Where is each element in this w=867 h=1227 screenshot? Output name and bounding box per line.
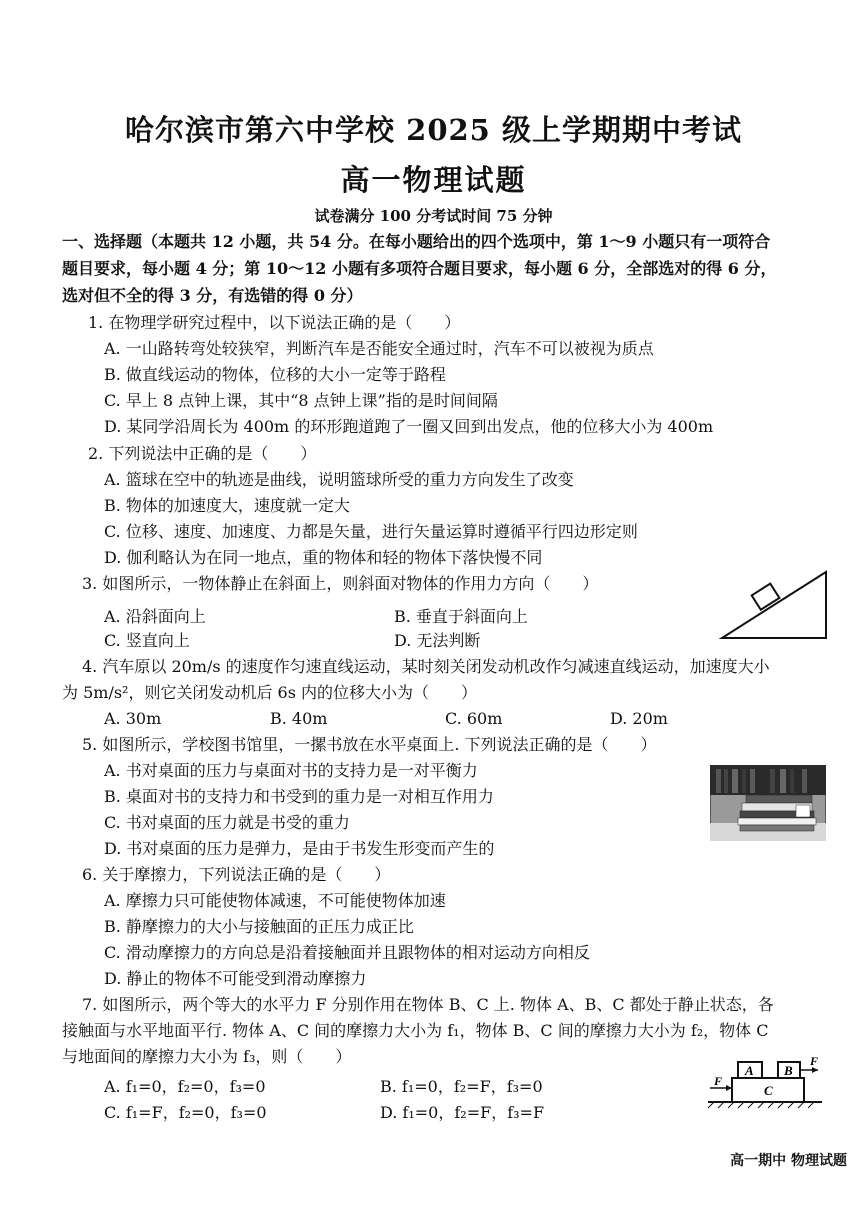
q5-stem: 5. 如图所示，学校图书馆里，一摞书放在水平桌面上. 下列说法正确的是（ ） [82,735,657,754]
q7-stem-line1: 7. 如图所示，两个等大的水平力 F 分别作用在物体 B、C 上. 物体 A、B、C 都处于静止状态，各 [82,995,774,1014]
blocks-figure [706,1052,824,1110]
q6-option-a: A. 摩擦力只可能使物体减速，不可能使物体加速 [104,891,446,910]
q7-option-b: B. f₁=0，f₂=F，f₃=0 [380,1077,543,1096]
q7-stem-line2: 接触面与水平地面平行. 物体 A、C 间的摩擦力大小为 f₁，物体 B、C 间的摩擦力大小为 f₂，物体 C [62,1021,769,1040]
q4-option-c: C. 60m [445,709,503,728]
q2-option-a: A. 篮球在空中的轨迹是曲线，说明篮球所受的重力方向发生了改变 [104,470,574,489]
q7-option-c: C. f₁=F，f₂=0，f₃=0 [104,1103,267,1122]
q6-stem: 6. 关于摩擦力，下列说法正确的是（ ） [82,865,391,884]
q2-option-c: C. 位移、速度、加速度、力都是矢量，进行矢量运算时遵循平行四边形定则 [104,522,638,541]
q4-option-b: B. 40m [270,709,328,728]
q1-stem: 1. 在物理学研究过程中，以下说法正确的是（ ） [88,313,461,332]
fig-label-b: B [784,1063,793,1078]
q1-option-c: C. 早上 8 点钟上课，其中“8 点钟上课”指的是时间间隔 [104,391,498,410]
q5-option-b: B. 桌面对书的支持力和书受到的重力是一对相互作用力 [104,787,494,806]
fig-label-f-right: F [810,1054,819,1068]
q3-option-c: C. 竖直向上 [104,631,190,650]
q4-option-d: D. 20m [610,709,668,728]
q6-option-b: B. 静摩擦力的大小与接触面的正压力成正比 [104,917,414,936]
books-photo [710,765,826,841]
q1-option-b: B. 做直线运动的物体，位移的大小一定等于路程 [104,365,446,384]
exam-title: 哈尔滨市第六中学校 2025 级上学期期中考试 [125,113,742,147]
exam-info: 试卷满分 100 分考试时间 75 分钟 [314,207,553,225]
q3-option-a: A. 沿斜面向上 [104,607,206,626]
q2-stem: 2. 下列说法中正确的是（ ） [88,444,317,463]
fig-label-a: A [745,1063,754,1078]
fig-label-f-left: F [714,1074,723,1088]
q3-stem: 3. 如图所示，一物体静止在斜面上，则斜面对物体的作用力方向（ ） [82,574,599,593]
section-instructions-line1: 一、选择题（本题共 12 小题，共 54 分。在每小题给出的四个选项中，第 1～9 小题只有一项符合 [62,232,771,251]
q3-option-d: D. 无法判断 [394,631,481,650]
incline-figure [718,568,830,640]
q7-stem-line3: 与地面间的摩擦力大小为 f₃，则（ ） [62,1047,352,1066]
q2-option-b: B. 物体的加速度大，速度就一定大 [104,496,350,515]
q7-option-d: D. f₁=0，f₂=F，f₃=F [380,1103,545,1122]
page-footer: 高一期中 物理试题 [730,1153,847,1169]
exam-subject-title: 高一物理试题 [340,163,527,197]
fig-label-c: C [764,1083,773,1098]
q3-option-b: B. 垂直于斜面向上 [394,607,528,626]
q7-option-a: A. f₁=0，f₂=0，f₃=0 [104,1077,266,1096]
q6-option-c: C. 滑动摩擦力的方向总是沿着接触面并且跟物体的相对运动方向相反 [104,943,590,962]
q6-option-d: D. 静止的物体不可能受到滑动摩擦力 [104,969,367,988]
q5-option-d: D. 书对桌面的压力是弹力，是由于书发生形变而产生的 [104,839,495,858]
section-instructions-line3: 选对但不全的得 3 分，有选错的得 0 分） [62,286,363,305]
q1-option-d: D. 某同学沿周长为 400m 的环形跑道跑了一圈又回到出发点，他的位移大小为 400m [104,417,714,436]
q1-option-a: A. 一山路转弯处较狭窄，判断汽车是否能安全通过时，汽车不可以被视为质点 [104,339,654,358]
q4-option-a: A. 30m [104,709,162,728]
q4-stem-line2: 为 5m/s²，则它关闭发动机后 6s 内的位移大小为（ ） [62,683,478,702]
q5-option-c: C. 书对桌面的压力就是书受的重力 [104,813,350,832]
q2-option-d: D. 伽利略认为在同一地点，重的物体和轻的物体下落快慢不同 [104,548,543,567]
section-instructions-line2: 题目要求，每小题 4 分；第 10～12 小题有多项符合题目要求，每小题 6 分，全部选对的得 6 分， [62,259,777,278]
q5-option-a: A. 书对桌面的压力与桌面对书的支持力是一对平衡力 [104,761,478,780]
q4-stem-line1: 4. 汽车原以 20m/s 的速度作匀速直线运动，某时刻关闭发动机改作匀减速直线运动，加速度大小 [82,657,770,676]
